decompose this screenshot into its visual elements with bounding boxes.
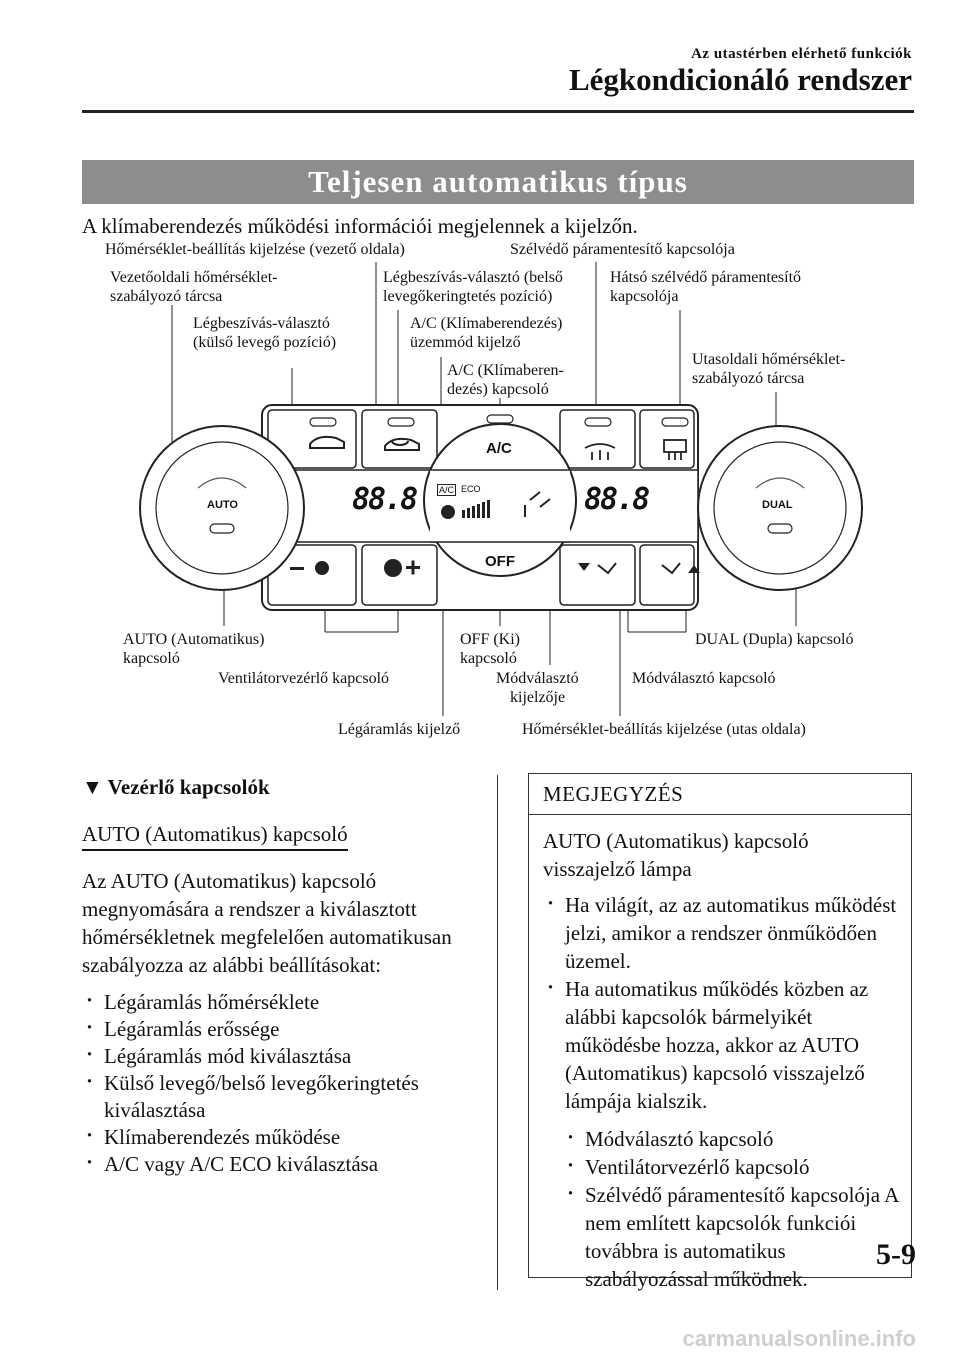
callout-temp-display-driver: Hőmérséklet-beállítás kijelzése (vezető oldala)	[105, 241, 405, 258]
callout-auto-switch-1: AUTO (Automatikus)	[123, 631, 265, 648]
dual-button[interactable]: DUAL	[762, 499, 793, 511]
section-header: Az utastérben elérhető funkciók	[691, 46, 912, 62]
callout-passenger-dial-2: szabályozó tárcsa	[692, 370, 805, 387]
callout-driver-dial-1: Vezetőoldali hőmérséklet-	[110, 269, 278, 286]
note-lead: AUTO (Automatikus) kapcsoló visszajelző lámpa	[543, 829, 809, 881]
callout-windshield-defrost: Szélvédő páramentesítő kapcsolója	[510, 241, 735, 258]
note-box	[528, 773, 912, 1291]
callout-ac-mode-ind-2: üzemmód kijelző	[410, 334, 521, 351]
auto-settings-list	[82, 989, 482, 1178]
callout-off-switch-1: OFF (Ki)	[460, 631, 521, 648]
page-number: 5-9	[876, 1238, 916, 1271]
section-banner: Teljesen automatikus típus	[82, 160, 914, 204]
callout-airflow-ind: Légáramlás kijelző	[338, 721, 461, 738]
callout-temp-display-passenger: Hőmérséklet-beállítás kijelzése (utas oldala)	[522, 721, 806, 738]
callout-ac-switch-1: A/C (Klímaberen-	[447, 362, 564, 379]
intro-text: A klímaberendezés működési információi megjelennek a kijelzőn.	[82, 214, 638, 238]
callout-mode-ind-2: kijelzője	[510, 689, 566, 706]
eco-indicator: ECO	[461, 484, 481, 494]
callout-dual-switch: DUAL (Dupla) kapcsoló	[695, 631, 854, 648]
callout-ac-switch-2: dezés) kapcsoló	[447, 381, 549, 398]
subsection-title: AUTO (Automatikus) kapcsoló	[82, 822, 348, 851]
list-item: · A/C vagy A/C ECO kiválasztása	[82, 1151, 482, 1178]
page-title: Légkondicionáló rendszer	[568, 62, 912, 97]
column-divider	[497, 775, 498, 1290]
callout-passenger-dial-1: Utasoldali hőmérséklet-	[692, 351, 846, 368]
off-button[interactable]: OFF	[485, 553, 515, 570]
list-item: · Külső levegő/belső levegőkeringtetés kiválasztása	[82, 1070, 482, 1124]
list-item: · Szélvédő páramentesítő kapcsolója A nem említett kapcsolók funkciói továbbra is automatikus szabályozással működnek.	[563, 1181, 899, 1293]
callout-intake-recirc-1: Légbeszívás-választó (belső	[383, 269, 563, 286]
ac-mode-indicator: A/C	[439, 485, 455, 495]
controls-section	[82, 775, 482, 1178]
fan-indicator-icon	[441, 505, 455, 519]
footer-watermark: carmanualsonline.info	[682, 1326, 916, 1351]
callout-ac-mode-ind-1: A/C (Klímaberendezés)	[410, 315, 563, 332]
fan-up-button	[362, 545, 437, 605]
callout-intake-fresh-1: Légbeszívás-választó	[193, 315, 330, 332]
callout-intake-recirc-2: levegőkeringtetés pozíció)	[383, 288, 553, 305]
passenger-temp-display: 88.8	[584, 482, 649, 517]
list-item: · Klímaberendezés működése	[82, 1124, 482, 1151]
callout-mode-ind-1: Módválasztó	[496, 670, 579, 687]
callout-mode-switch: Módválasztó kapcsoló	[632, 670, 776, 687]
note-sublist	[563, 1125, 899, 1293]
mode-down-button	[560, 545, 635, 605]
list-item: · Módválasztó kapcsoló	[563, 1125, 899, 1153]
list-item: · Légáramlás erőssége	[82, 1016, 482, 1043]
list-item: · Légáramlás mód kiválasztása	[82, 1043, 482, 1070]
callout-off-switch-2: kapcsoló	[460, 650, 517, 667]
callout-rear-defrost-2: kapcsolója	[610, 288, 679, 305]
callout-rear-defrost-1: Hátsó szélvédő páramentesítő	[610, 269, 802, 286]
list-item: · Ha világít, az az automatikus működést jelzi, amikor a rendszer önműködően üzemel.	[543, 891, 899, 975]
list-item: · Légáramlás hőmérséklete	[82, 989, 482, 1016]
ac-button[interactable]: A/C	[486, 440, 512, 457]
callout-driver-dial-2: szabályozó tárcsa	[110, 288, 223, 305]
auto-paragraph: Az AUTO (Automatikus) kapcsoló megnyomására a rendszer a kiválasztott hőmérsékletnek megfelelően automatikusan szabályozza az alábbi beállításokat:	[82, 869, 452, 977]
callout-auto-switch-2: kapcsoló	[123, 650, 180, 667]
note-heading: MEGJEGYZÉS	[529, 774, 911, 815]
list-item: · Ha automatikus működés közben az alábbi kapcsolók bármelyikét működésbe hozza, akkor az AUTO (Automatikus) kapcsoló visszajelző lámpája kialszik.	[543, 975, 899, 1115]
triangle-icon: ▼	[82, 775, 103, 799]
note-list	[543, 891, 899, 1115]
auto-button[interactable]: AUTO	[207, 499, 238, 511]
callout-fan-switch: Ventilátorvezérlő kapcsoló	[218, 670, 390, 687]
list-item: · Ventilátorvezérlő kapcsoló	[563, 1153, 899, 1181]
driver-temp-display: 88.8	[352, 482, 417, 517]
mode-up-button	[640, 545, 694, 605]
section-title: ▼ Vezérlő kapcsolók	[82, 775, 270, 799]
callout-intake-fresh-2: (külső levegő pozíció)	[193, 334, 337, 351]
